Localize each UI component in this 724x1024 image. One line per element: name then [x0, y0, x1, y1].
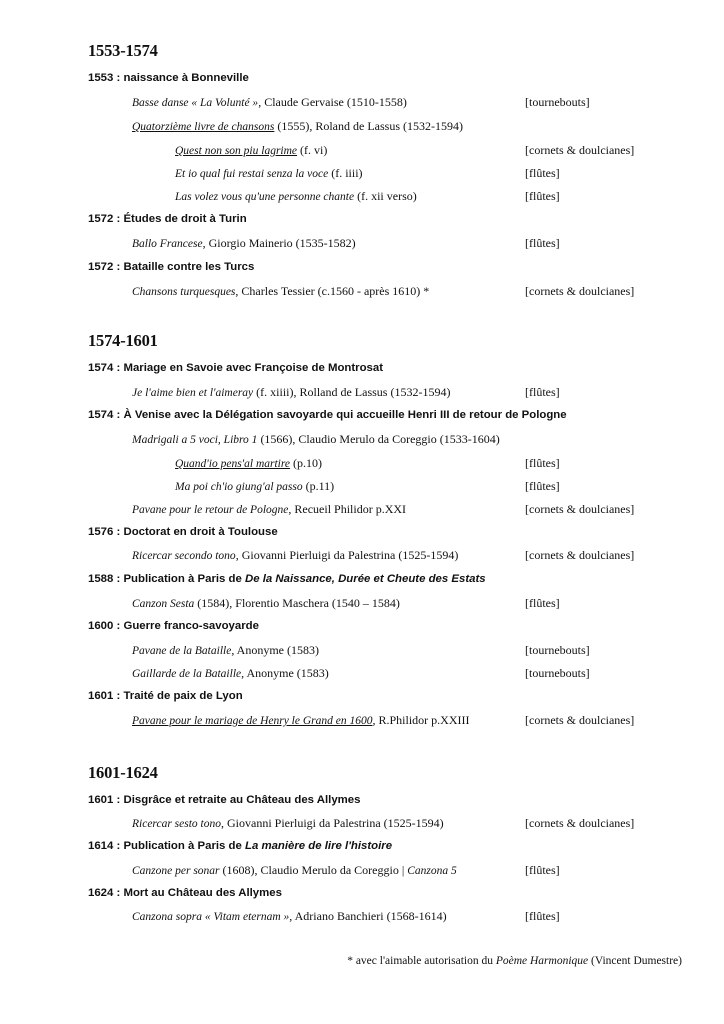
event-line: 1576 : Doctorat en droit à Toulouse	[88, 526, 278, 538]
instrumentation: [flûtes]	[525, 909, 560, 923]
instrumentation: [flûtes]	[525, 236, 560, 250]
event-text: 1614 : Publication à Paris de	[88, 840, 245, 852]
work-subline	[175, 188, 417, 205]
event-line: 1572 : Études de droit à Turin	[88, 213, 247, 225]
instrumentation: [tournebouts]	[525, 95, 590, 109]
work-line	[132, 595, 400, 612]
work-title: Quatorzième livre de chansons	[132, 121, 275, 133]
work-line	[132, 283, 429, 300]
work-title: Ricercar secondo tono	[132, 550, 236, 562]
work-details: (f. xii verso)	[354, 189, 417, 203]
work-details: , R.Philidor p.XXIII	[372, 713, 470, 727]
work-details: (p.10)	[290, 456, 323, 470]
work-details: (1555), Roland de Lassus (1532-1594)	[274, 119, 463, 133]
instrumentation: [flûtes]	[525, 189, 560, 203]
instrumentation: [tournebouts]	[525, 666, 590, 680]
work-title-secondary: Canzona 5	[407, 865, 457, 877]
event-book-title: De la Naissance, Durée et Cheute des Estats	[245, 573, 486, 585]
section-heading: 1574-1601	[88, 331, 158, 350]
work-details: , Giovanni Pierluigi da Palestrina (1525-1594)	[221, 816, 444, 830]
instrumentation: [flûtes]	[525, 479, 560, 493]
footnote-credit: (Vincent Dumestre)	[588, 955, 682, 967]
work-title: Gaillarde de la Bataille	[132, 668, 242, 680]
work-line	[132, 642, 319, 659]
instrumentation: [cornets & doulcianes]	[525, 284, 635, 298]
work-title: Las volez vous qu'une personne chante	[175, 191, 355, 203]
footnote-ensemble-name: Poème Harmonique	[495, 955, 589, 967]
event-line: 1601 : Traité de paix de Lyon	[88, 690, 243, 702]
work-line	[132, 908, 447, 925]
instrumentation: [cornets & doulcianes]	[525, 548, 635, 562]
work-title: Pavane pour le mariage de Henry le Grand en 1600	[132, 715, 373, 727]
work-line	[132, 815, 444, 832]
work-title: Ma poi ch'io giung'al passo	[175, 481, 303, 493]
work-details: (1566), Claudio Merulo da Coreggio (1533-1604)	[257, 432, 500, 446]
work-subline	[175, 142, 327, 159]
work-subline	[175, 165, 363, 182]
work-subline	[175, 455, 322, 472]
work-title: Chansons turquesques	[132, 286, 236, 298]
work-line	[132, 431, 500, 448]
work-line	[132, 665, 329, 682]
work-title: Ballo Francese	[132, 238, 203, 250]
event-line: 1553 : naissance à Bonneville	[88, 72, 249, 84]
work-title: Canzone per sonar	[132, 865, 220, 877]
work-line	[132, 547, 458, 564]
work-details: , Anonyme (1583)	[231, 643, 319, 657]
section-heading: 1553-1574	[88, 41, 158, 60]
work-details: (1608), Claudio Merulo da Coreggio |	[219, 863, 408, 877]
instrumentation: [cornets & doulcianes]	[525, 816, 635, 830]
work-title: Quand'io pens'al martire	[175, 458, 291, 470]
event-line: 1601 : Disgrâce et retraite au Château des Allymes	[88, 794, 361, 806]
instrumentation: [flûtes]	[525, 166, 560, 180]
instrumentation: [cornets & doulcianes]	[525, 143, 635, 157]
instrumentation: [tournebouts]	[525, 643, 590, 657]
work-line	[132, 712, 470, 729]
work-line	[132, 118, 463, 135]
work-line	[132, 384, 450, 401]
instrumentation: [cornets & doulcianes]	[525, 713, 635, 727]
instrumentation: [flûtes]	[525, 456, 560, 470]
work-details: (f. iiii)	[328, 166, 363, 180]
event-line: 1574 : À Venise avec la Délégation savoyarde qui accueille Henri III de retour de Pologne	[88, 409, 567, 421]
event-line: 1574 : Mariage en Savoie avec Françoise de Montrosat	[88, 362, 384, 374]
instrumentation: [flûtes]	[525, 863, 560, 877]
work-title: Pavane pour le retour de Pologne	[132, 504, 289, 516]
work-details: , Claude Gervaise (1510-1558)	[258, 95, 407, 109]
work-line	[132, 235, 356, 252]
footnote	[347, 955, 682, 967]
work-details: (p.11)	[302, 479, 335, 493]
event-line	[88, 838, 392, 855]
work-title: Je l'aime bien et l'aimeray	[132, 387, 254, 399]
work-title: Quest non son piu lagrime	[175, 145, 298, 157]
work-details: (f. xiiii), Rolland de Lassus (1532-1594)	[253, 385, 451, 399]
work-title: Basse danse « La Volunté »	[132, 97, 259, 109]
instrumentation: [flûtes]	[525, 385, 560, 399]
work-details: , Giorgio Mainerio (1535-1582)	[202, 236, 356, 250]
work-title: Et io qual fui restai senza la voce	[175, 168, 329, 180]
work-details: , Adriano Banchieri (1568-1614)	[289, 909, 447, 923]
work-details: (1584), Florentio Maschera (1540 – 1584)	[194, 596, 400, 610]
work-details: , Charles Tessier (c.1560 - après 1610) *	[235, 284, 430, 298]
work-title: Canzon Sesta	[132, 598, 195, 610]
work-details: , Anonyme (1583)	[241, 666, 329, 680]
work-title: Ricercar sesto tono	[132, 818, 222, 830]
work-title: Canzona sopra « Vitam eternam »	[132, 911, 290, 923]
work-line	[132, 501, 406, 518]
instrumentation: [flûtes]	[525, 596, 560, 610]
work-details: , Giovanni Pierluigi da Palestrina (1525-1594)	[235, 548, 459, 562]
event-text: 1588 : Publication à Paris de	[88, 573, 245, 585]
section-heading: 1601-1624	[88, 763, 158, 782]
work-title: Pavane de la Bataille	[132, 645, 232, 657]
work-title: Madrigali a 5 voci, Libro 1	[132, 434, 258, 446]
event-line: 1624 : Mort au Château des Allymes	[88, 887, 282, 899]
event-line: 1572 : Bataille contre les Turcs	[88, 261, 255, 273]
work-line	[132, 94, 407, 111]
instrumentation: [cornets & doulcianes]	[525, 502, 635, 516]
work-subline	[175, 478, 334, 495]
footnote-text: * avec l'aimable autorisation du	[347, 955, 496, 967]
work-details: , Recueil Philidor p.XXI	[288, 502, 407, 516]
work-line	[132, 862, 457, 879]
event-book-title: La manière de lire l'histoire	[245, 840, 393, 852]
work-details: (f. vi)	[297, 143, 328, 157]
event-line: 1600 : Guerre franco-savoyarde	[88, 620, 259, 632]
event-line	[88, 571, 486, 588]
